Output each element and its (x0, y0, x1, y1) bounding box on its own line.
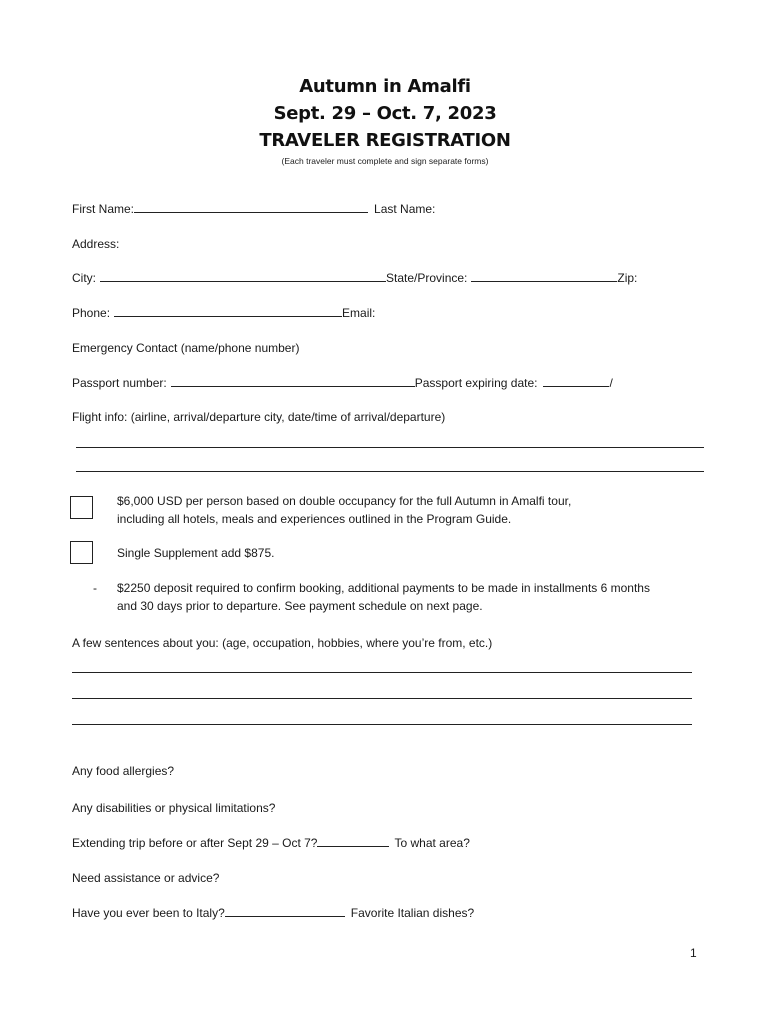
flight-row (72, 406, 706, 424)
passport-expiry-slash: / (609, 376, 613, 390)
to-what-area-label: To what area? (394, 836, 470, 850)
phone-row (72, 302, 706, 320)
address-row (72, 233, 706, 251)
about-you-line-4[interactable] (72, 724, 692, 725)
emergency-label: Emergency Contact (name/phone number) (72, 341, 300, 355)
phone-field[interactable] (114, 316, 342, 317)
city-row (72, 267, 706, 285)
full-tour-option-line2: including all hotels, meals and experiences outlined in the Program Guide. (117, 512, 512, 526)
extending-trip-label: Extending trip before or after Sept 29 – Oct 7? (72, 836, 318, 850)
form-title: Autumn in Amalfi (299, 76, 471, 97)
form-dates: Sept. 29 – Oct. 7, 2023 (273, 103, 497, 124)
first-name-field[interactable] (134, 212, 368, 213)
flight-info-line-2[interactable] (76, 447, 704, 448)
email-label: Email: (342, 306, 376, 320)
full-tour-checkbox[interactable] (70, 496, 93, 519)
form-instructions: (Each traveler must complete and sign separate forms) (281, 156, 489, 166)
been-to-italy-label: Have you ever been to Italy? (72, 906, 225, 920)
extending-trip-field[interactable] (317, 846, 389, 847)
flight-info-label: Flight info: (airline, arrival/departure city, date/time of arrival/departure) (72, 410, 446, 424)
address-label: Address: (72, 237, 120, 251)
last-name-label: Last Name: (374, 202, 436, 216)
italy-row (72, 902, 706, 920)
state-label: State/Province: (386, 271, 468, 285)
emergency-row (72, 337, 706, 355)
form-heading: TRAVELER REGISTRATION (259, 130, 511, 151)
passport-row (72, 372, 706, 390)
city-field[interactable] (100, 281, 386, 282)
phone-label: Phone: (72, 306, 111, 320)
passport-number-label: Passport number: (72, 376, 167, 390)
deposit-note-line2: and 30 days prior to departure. See payment schedule on next page. (117, 599, 483, 613)
disabilities-label: Any disabilities or physical limitations? (72, 801, 276, 815)
full-tour-option-line1: $6,000 USD per person based on double occupancy for the full Autumn in Amalfi tour, (117, 494, 572, 508)
state-field[interactable] (471, 281, 617, 282)
deposit-bullet: - (93, 581, 97, 595)
single-supplement-option: Single Supplement add $875. (117, 546, 275, 560)
assistance-label: Need assistance or advice? (72, 871, 220, 885)
food-allergies-label: Any food allergies? (72, 764, 175, 778)
about-you-row (72, 632, 706, 650)
about-you-label: A few sentences about you: (age, occupation, hobbies, where you’re from, etc.) (72, 636, 493, 650)
disabilities-row (72, 797, 706, 815)
zip-label: Zip: (617, 271, 638, 285)
deposit-note-line1: $2250 deposit required to confirm booking, additional payments to be made in installments 6 months (117, 581, 650, 595)
passport-expiry-label: Passport expiring date: (414, 376, 538, 390)
page-number: 1 (690, 946, 697, 960)
single-supplement-checkbox[interactable] (70, 541, 93, 564)
about-you-line-3[interactable] (72, 698, 692, 699)
city-label: City: (72, 271, 96, 285)
first-name-label: First Name: (72, 202, 135, 216)
flight-info-line-3[interactable] (76, 471, 704, 472)
assistance-row (72, 867, 706, 885)
extending-trip-row (72, 832, 706, 850)
name-row (72, 198, 706, 216)
about-you-line-2[interactable] (72, 672, 692, 673)
favorite-dishes-label: Favorite Italian dishes? (350, 906, 475, 920)
passport-number-field[interactable] (171, 386, 415, 387)
passport-expiry-month-field[interactable] (543, 386, 609, 387)
food-allergies-row (72, 760, 706, 778)
been-to-italy-field[interactable] (225, 916, 345, 917)
